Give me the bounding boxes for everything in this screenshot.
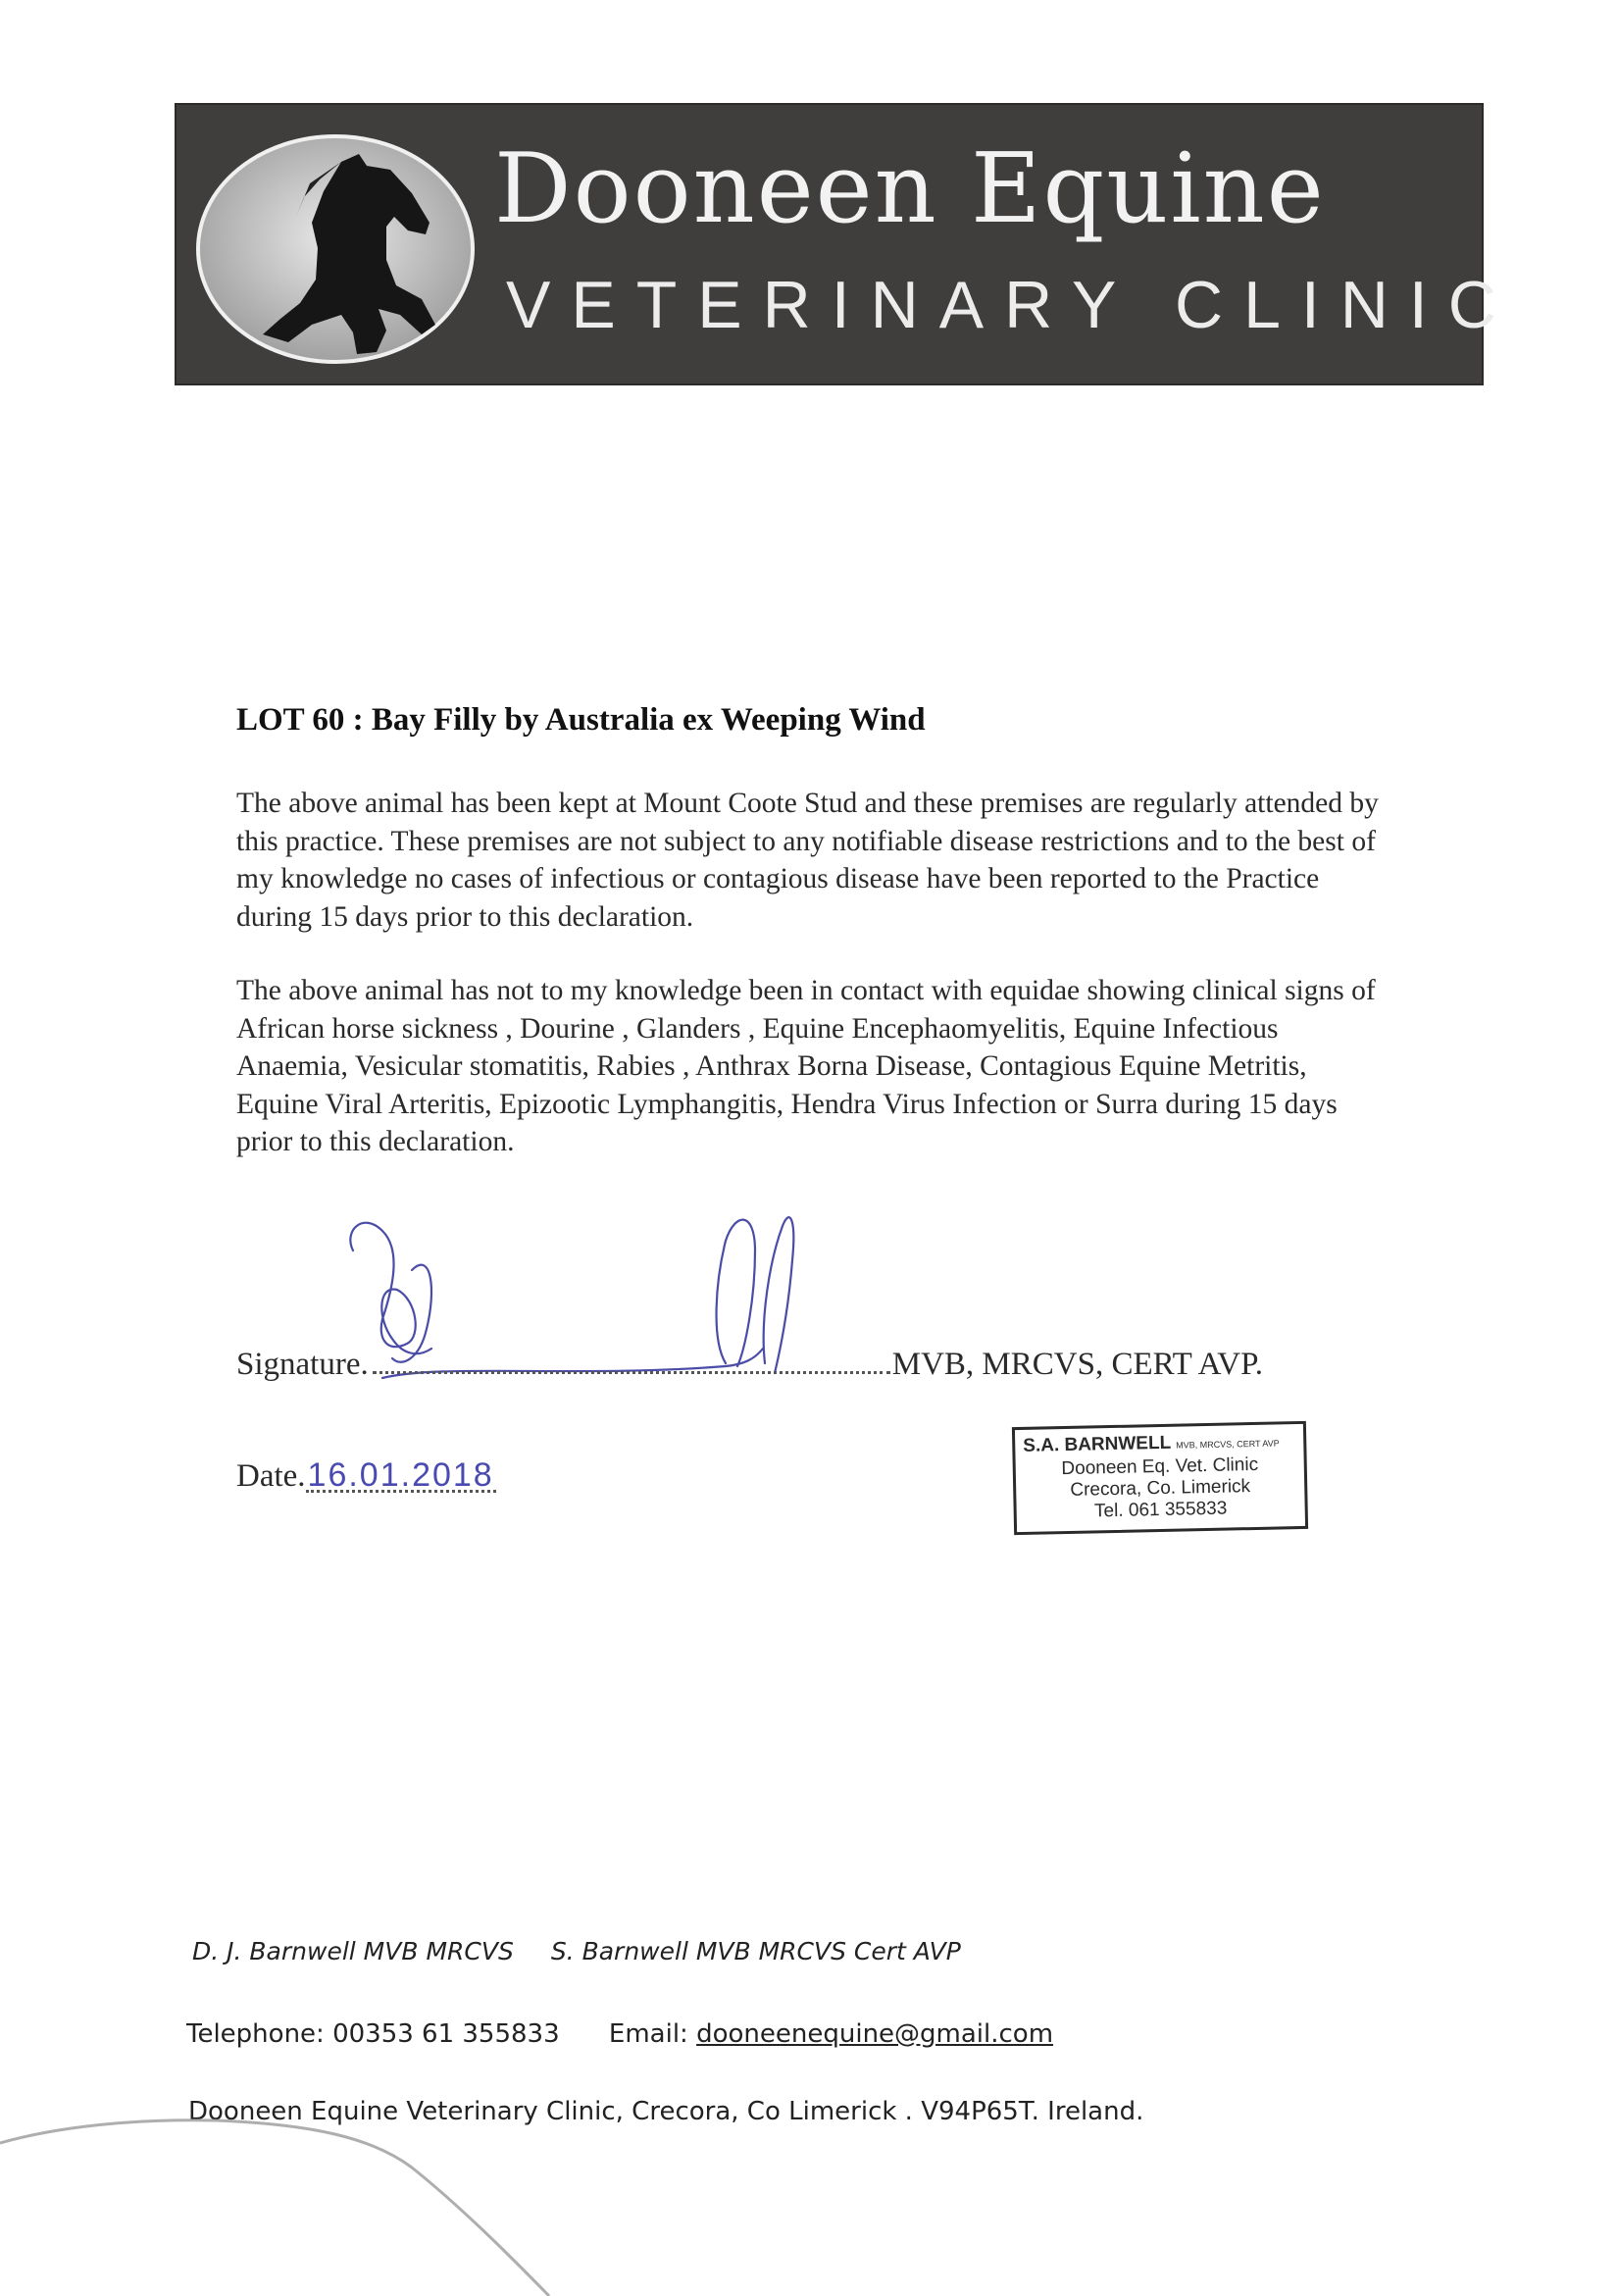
signature-qualifications: MVB, MRCVS, CERT AVP. <box>891 1347 1264 1382</box>
date-line <box>236 1458 496 1495</box>
rearing-horse-icon <box>194 132 477 366</box>
stamp-name-suffix: MVB, MRCVS, CERT AVP <box>1176 1438 1280 1451</box>
clinic-name: Dooneen Equine <box>494 133 1326 245</box>
practice-stamp <box>1012 1421 1308 1535</box>
stamp-clinic: Dooneen Eq. Vet. Clinic <box>1061 1454 1259 1480</box>
footer-email-label: Email: <box>608 2019 688 2049</box>
date-label: Date. <box>236 1458 306 1494</box>
footer-email-link[interactable]: dooneenequine@gmail.com <box>696 2019 1054 2049</box>
stamp-location: Crecora, Co. Limerick <box>1070 1476 1251 1501</box>
footer-vet-1: D. J. Barnwell MVB MRCVS <box>192 1937 514 1965</box>
footer-vet-2: S. Barnwell MVB MRCVS Cert AVP <box>550 1937 961 1965</box>
date-value: 16.01.2018 <box>307 1456 494 1494</box>
signature-label: Signature. <box>236 1347 369 1382</box>
declaration-paragraph-2: The above animal has not to my knowledge been in contact with equidae showing clinical signs of African horse sickness , Dourine , Glanders , Equine Encephaomyelitis, Equine Infectious Anaemia, Vesicular stomatitis, Rabies , Anthrax Borna Disease, Contagious Equine Metritis, Equine Viral Arteritis, Epizootic Lymphangitis, Hendra Virus Infection or Surra during 15 days prior to this declaration. <box>236 975 1376 1157</box>
signature-line <box>236 1347 1413 1383</box>
signature-dotted-line <box>373 1348 890 1374</box>
footer-contact <box>186 2019 1617 2049</box>
lot-title: LOT 60 : Bay Filly by Australia ex Weeping Wind <box>236 702 926 738</box>
stamp-name: S.A. BARNWELL <box>1023 1432 1172 1456</box>
scan-fold-mark <box>0 2109 686 2296</box>
clinic-subtitle: VETERINARY CLINIC <box>506 268 1517 342</box>
header-banner <box>175 103 1517 385</box>
footer-telephone: Telephone: 00353 61 355833 <box>186 2019 560 2049</box>
declaration-paragraph-1: The above animal has been kept at Mount Coote Stud and these premises are regularly attended by this practice. These premises are not subject to any notifiable disease restrictions and to the best of my knowledge no cases of infectious or contagious disease have been reported to the Practice during 15 days prior to this declaration. <box>236 788 1379 933</box>
footer-address: Dooneen Equine Veterinary Clinic, Crecora, Co Limerick . V94P65T. Ireland. <box>188 2097 1144 2126</box>
stamp-telephone: Tel. 061 355833 <box>1093 1498 1228 1522</box>
footer-vets <box>192 1937 1617 1965</box>
